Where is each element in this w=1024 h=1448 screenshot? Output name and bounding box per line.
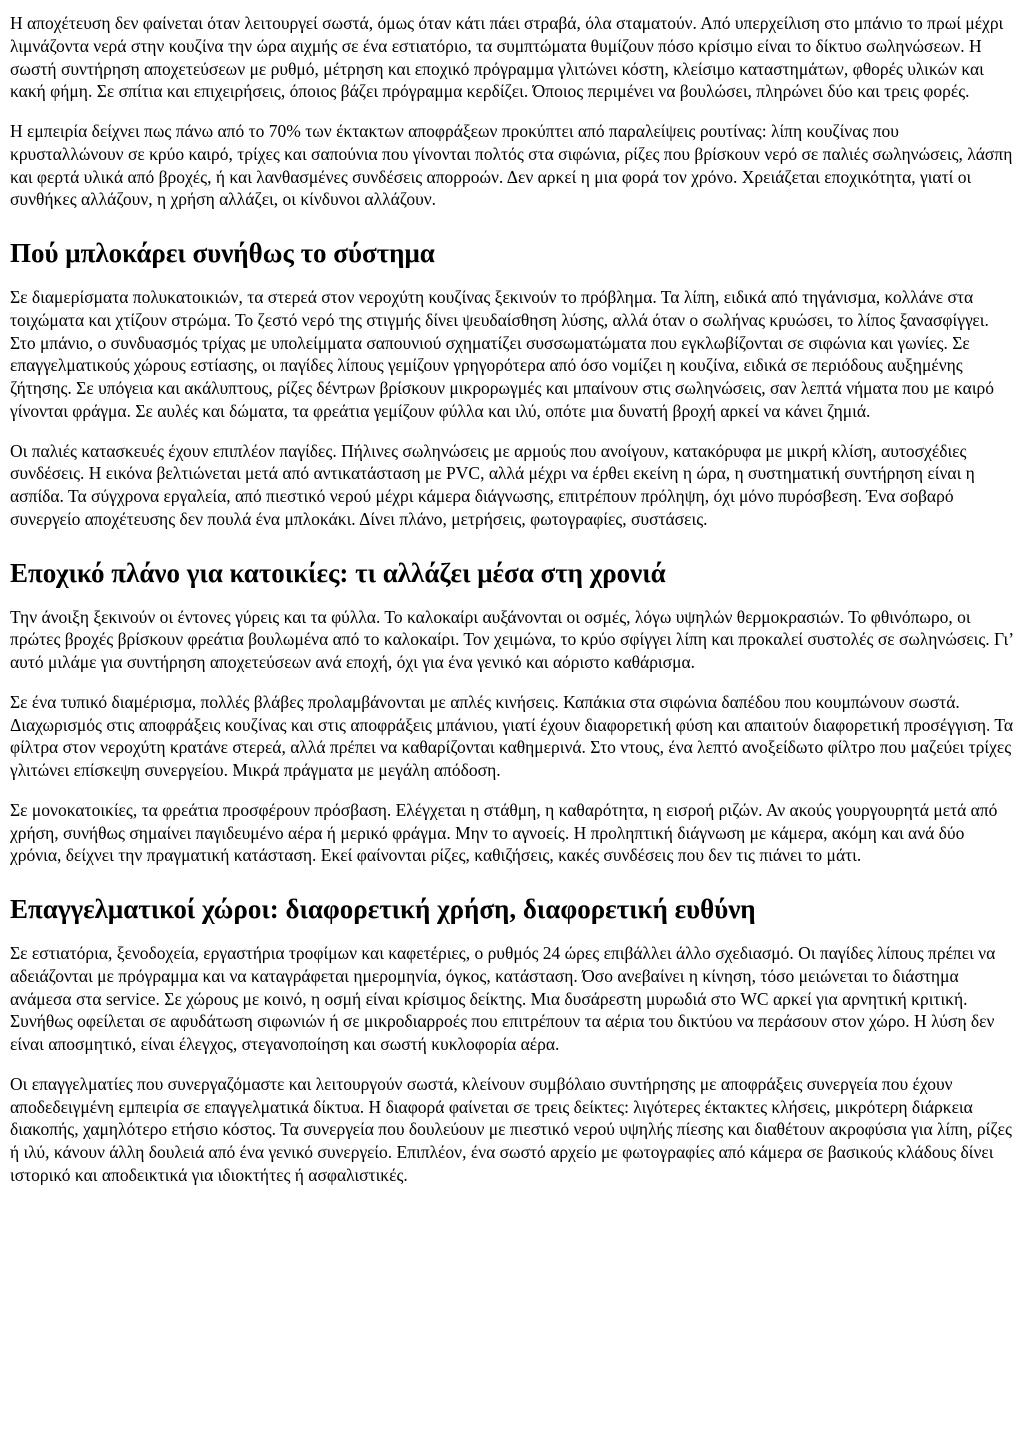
paragraph: Οι παλιές κατασκευές έχουν επιπλέον παγίδες. Πήλινες σωληνώσεις με αρμούς που ανοίγουν, κατακόρυφα με μικρή κλίση, αυτοσχέδιες συνδέσεις. Η εικόνα βελτιώνεται μετά από αντικατάσταση με PVC, αλλά μέχρι να έρθει εκείνη η ώρα, η συστηματική συντήρηση είναι η ασπίδα. Τα σύγχρονα εργαλεία, από πιεστικό νερού μέχρι κάμερα διάγνωσης, επιτρέπουν πρόληψη, όχι μόνο πυρόσβεση. Ένα σοβαρό συνεργείο αποχέτευσης δεν πουλά ένα μπλοκάκι. Δίνει πλάνο, μετρήσεις, φωτογραφίες, συστάσεις. <box>10 440 975 529</box>
paragraph: Σε διαμερίσματα πολυκατοικιών, τα στερεά στον νεροχύτη κουζίνας ξεκινούν το πρόβλημα. Τα λίπη, ειδικά από τηγάνισμα, κολλάνε στα τοιχώματα και χτίζουν στρώμα. Το ζεστό νερό της στιγμής δίνει ψευδαίσθηση λύσης, αλλά όταν ο σωλήνας κρυώσει, το λίπος ξανασφίγγει. Στο μπάνιο, ο συνδυασμός τρίχας με υπολείμματα σαπουνιού σχηματίζει συσσωματώματα που εγκλωβίζονται σε σιφώνια και γωνίες. Σε επαγγελματικούς χώρους εστίασης, οι παγίδες λίπους γεμίζουν γρηγορότερα από όσο νομίζει η κουζίνα, ειδικά σε περιόδους αυξημένης ζήτησης. Σε υπόγεια και ακάλυπτους, ρίζες δέντρων βρίσκουν μικρορωγμές και μπαίνουν στις σωληνώσεις, σαν λεπτά νήματα που με καιρό γίνονται φράγμα. Σε αυλές και δώματα, τα φρεάτια γεμίζουν φύλλα και ιλύ, οπότε μια δυνατή βροχή αρκεί να κάνει ζημιά. <box>10 287 995 421</box>
intro-paragraph: Η εμπειρία δείχνει πως πάνω από το 70% των έκτακτων αποφράξεων προκύπτει από παραλείψεις ρουτίνας: λίπη κουζίνας που κρυσταλλώνουν σε κρύο καιρό, τρίχες και σαπούνια που γίνονται πολτός στα σιφώνια, ρίζες που βρίσκουν νερό σε παλιές σωληνώσεις, λάσπη και φερτά υλικά από βροχές, ή και λανθασμένες συνδέσεις απορροών. Δεν αρκεί η μια φορά τον χρόνο. Χρειάζεται εποχικότητα, γιατί οι συνθήκες αλλάζουν, η χρήση αλλάζει, οι κίνδυνοι αλλάζουν. <box>10 121 1013 210</box>
section-heading: Επαγγελματικοί χώροι: διαφορετική χρήση, διαφορετική ευθύνη <box>10 894 756 925</box>
paragraph: Σε μονοκατοικίες, τα φρεάτια προσφέρουν πρόσβαση. Ελέγχεται η στάθμη, η καθαρότητα, η εισροή ριζών. Αν ακούς γουργουρητά μετά από χρήση, συνήθως σημαίνει παγιδευμένο αέρα ή μερικό φράγμα. Μην το αγνοείς. Η προληπτική διάγνωση με κάμερα, ακόμη και ανά δύο χρόνια, δείχνει την πραγματική κατάσταση. Εκεί φαίνονται ρίζες, καθιζήσεις, κακές συνδέσεις που δεν τις πιάνει το μάτι. <box>10 799 998 866</box>
paragraph: Σε εστιατόρια, ξενοδοχεία, εργαστήρια τροφίμων και καφετέριες, ο ρυθμός 24 ώρες επιβάλλει άλλο σχεδιασμό. Οι παγίδες λίπους πρέπει να αδειάζονται με πρόγραμμα και να καταγράφεται ημερομηνία, όγκος, κατάσταση. Όσο ανεβαίνει η κίνηση, τόσο μειώνεται το διάστημα ανάμεσα στα service. Σε χώρους με κοινό, η οσμή είναι κρίσιμος δείκτης. Μια δυσάρεστη μυρωδιά στο WC αρκεί για αρνητική κριτική. Συνήθως οφείλεται σε αφυδάτωση σιφωνιών ή σε μικροδιαρροές που επιτρέπουν τα αέρια του δικτύου να περάσουν στον χώρο. Η λύση δεν είναι αποσμητικό, είναι έλεγχος, στεγανοποίηση και σωστή κυκλοφορία αέρα. <box>10 943 996 1055</box>
paragraph: Την άνοιξη ξεκινούν οι έντονες γύρεις και τα φύλλα. Το καλοκαίρι αυξάνονται οι οσμές, λόγω υψηλών θερμοκρασιών. Το φθινόπωρο, οι πρώτες βροχές βρίσκουν φρεάτια βουλωμένα από το καλοκαίρι. Τον χειμώνα, το κρύο σφίγγει λίπη και προκαλεί συστολές σε σωληνώσεις. Γι’ αυτό μιλάμε για συντήρηση αποχετεύσεων ανά εποχή, όχι για ένα γενικό και αόριστο καθάρισμα. <box>10 606 1013 673</box>
section-seasonal-plan-homes <box>10 558 1014 868</box>
section-professional-spaces <box>10 894 1014 1187</box>
intro-paragraph: Η αποχέτευση δεν φαίνεται όταν λειτουργεί σωστά, όμως όταν κάτι πάει στραβά, όλα σταματούν. Από υπερχείλιση στο μπάνιο το πρωί μέχρι λιμνάζοντα νερά στην κουζίνα την ώρα αιχμής σε ένα εστιατόριο, τα συμπτώματα θυμίζουν πόσο κρίσιμο είναι το δίκτυο σωληνώσεων. Η σωστή συντήρηση αποχετεύσεων με ρυθμό, μέτρηση και εποχικό πρόγραμμα γλιτώνει κόστη, κλείσιμο καταστημάτων, φθορές υλικών και κακή φήμη. Σε σπίτια και επιχειρήσεις, όποιος βάζει πρόγραμμα κερδίζει. Όποιος περιμένει να βουλώσει, πληρώνει δύο και τρεις φορές. <box>10 13 1004 102</box>
paragraph: Σε ένα τυπικό διαμέρισμα, πολλές βλάβες προλαμβάνονται με απλές κινήσεις. Καπάκια στα σιφώνια δαπέδου που κουμπώνουν σωστά. Διαχωρισμός στις αποφράξεις κουζίνας και στις αποφράξεις μπάνιου, γιατί έχουν διαφορετική φύση και απαιτούν διαφορετική προσέγγιση. Τα φίλτρα στον νεροχύτη κρατάνε στερεά, αλλά πρέπει να καθαρίζονται καθημερινά. Στο ντους, ένα λεπτό ανοξείδωτο φίλτρο που μαζεύει τρίχες γλιτώνει επίσκεψη συνεργείου. Μικρά πράγματα με μεγάλη απόδοση. <box>10 691 1014 781</box>
paragraph: Οι επαγγελματίες που συνεργαζόμαστε και λειτουργούν σωστά, κλείνουν συμβόλαιο συντήρησης με αποφράξεις συνεργεία που έχουν αποδεδειγμένη εμπειρία σε επαγγελματικά δίκτυα. Η διαφορά φαίνεται σε τρεις δείκτες: λιγότερες έκτακτες κλήσεις, μικρότερη διάρκεια διακοπής, χαμηλότερο ετήσιο κόστος. Τα συνεργεία που δουλεύουν με πιεστικό νερού υψηλής πίεσης και διαθέτουν ακροφύσια για λίπη, ρίζες ή ιλύ, κάνουν άλλη δουλειά από ένα γενικό συνεργείο. Επιπλέον, ένα σωστό αρχείο με φωτογραφίες από κάμερα σε βασικούς κλάδους δίνει ιστορικό και αποδεικτικά για ιδιοκτήτες ή ασφαλιστικές. <box>10 1073 1012 1185</box>
section-heading: Εποχικό πλάνο για κατοικίες: τι αλλάζει μέσα στη χρονιά <box>10 557 666 588</box>
section-where-system-blocks <box>10 238 1014 531</box>
section-heading: Πού μπλοκάρει συνήθως το σύστημα <box>10 238 435 268</box>
